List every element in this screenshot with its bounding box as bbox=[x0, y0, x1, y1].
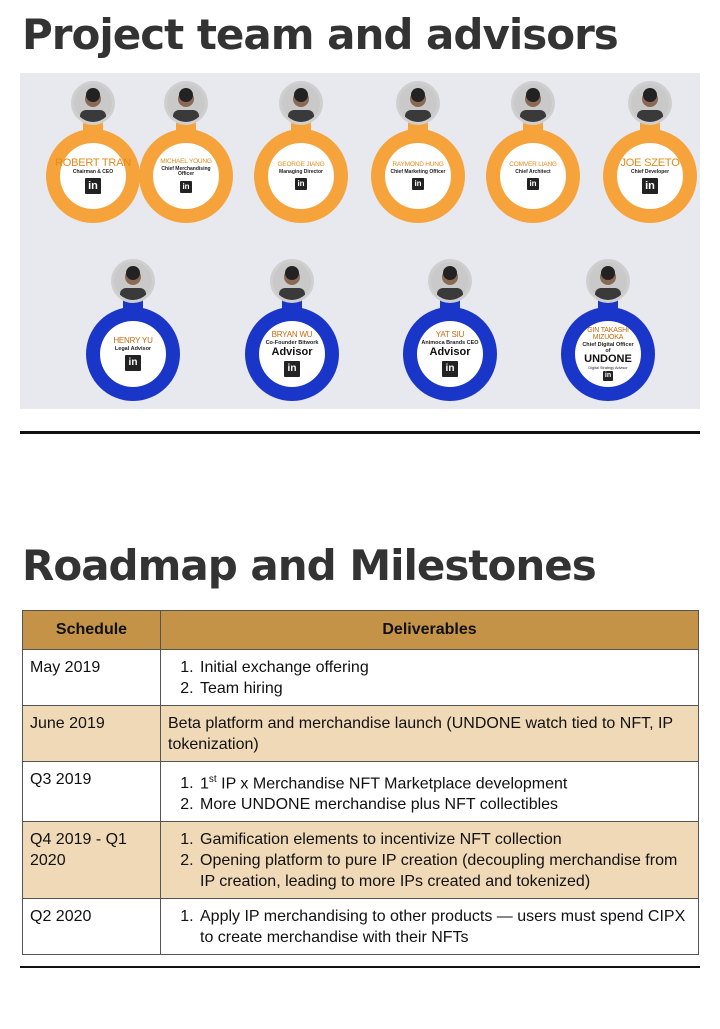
team-member-card bbox=[371, 81, 465, 231]
member-name: COMVER LIANG bbox=[509, 161, 557, 168]
deliverable-item: 2. Opening platform to pure IP creation (decoupling merchandise from IP creation, leading to more IPs created and tokenized) bbox=[198, 850, 692, 892]
linkedin-icon[interactable]: in bbox=[442, 361, 458, 377]
linkedin-icon[interactable]: in bbox=[125, 355, 141, 371]
member-role: Chief Developer bbox=[630, 168, 670, 175]
member-role: Chairman & CEO bbox=[72, 168, 114, 175]
deliverable-item: 1. Apply IP merchandising to other products — users must spend CIPX to create merchandise with their NFTs bbox=[198, 906, 692, 948]
avatar bbox=[511, 81, 555, 125]
schedule-header: Schedule bbox=[23, 611, 161, 650]
member-role: Chief Merchandising Officer bbox=[161, 165, 211, 178]
member-role: Chief Marketing Officer bbox=[390, 168, 446, 175]
member-name: ROBERT TRAN bbox=[54, 156, 132, 169]
member-name: MICHAEL YOUNG bbox=[160, 158, 212, 166]
avatar bbox=[111, 259, 155, 303]
advisor-name: BRYAN WU bbox=[271, 330, 313, 340]
linkedin-icon[interactable]: in bbox=[284, 361, 300, 377]
avatar bbox=[396, 81, 440, 125]
avatar bbox=[279, 81, 323, 125]
avatar bbox=[586, 259, 630, 303]
advisor-role: Co-Founder Bitwork bbox=[265, 340, 319, 347]
schedule-cell: June 2019 bbox=[23, 706, 161, 762]
advisor-role: Chief Digital Officer of bbox=[582, 341, 634, 354]
team-section-title: Project team and advisors bbox=[22, 10, 618, 59]
advisor-card bbox=[86, 259, 180, 409]
linkedin-icon[interactable]: in bbox=[180, 181, 192, 193]
table-row bbox=[23, 899, 699, 955]
deliverables-cell bbox=[161, 899, 699, 955]
table-row bbox=[23, 762, 699, 822]
linkedin-icon[interactable]: in bbox=[642, 178, 658, 194]
advisor-role: Legal Advisor bbox=[114, 345, 152, 352]
deliverable-item: 1. Initial exchange offering bbox=[198, 657, 692, 678]
member-name: RAYMOND HUNG bbox=[392, 161, 444, 168]
roadmap-table bbox=[22, 610, 699, 955]
ordinal-number: 1 bbox=[200, 775, 209, 793]
team-member-card bbox=[254, 81, 348, 231]
avatar bbox=[628, 81, 672, 125]
avatar bbox=[164, 81, 208, 125]
avatar bbox=[71, 81, 115, 125]
advisor-name: HENRY YU bbox=[113, 335, 153, 345]
member-name: GEORGE JIANG bbox=[277, 161, 325, 168]
deliverables-cell bbox=[161, 762, 699, 822]
deliverable-item: 2. More UNDONE merchandise plus NFT collectibles bbox=[198, 794, 692, 815]
member-name: JOE SZETO bbox=[620, 156, 680, 169]
ordinal-suffix: st bbox=[208, 774, 217, 785]
table-row bbox=[23, 650, 699, 706]
section-divider bbox=[20, 966, 700, 968]
avatar bbox=[270, 259, 314, 303]
linkedin-icon[interactable]: in bbox=[604, 372, 612, 380]
schedule-cell: Q2 2020 bbox=[23, 899, 161, 955]
team-graphic bbox=[20, 73, 700, 409]
schedule-cell: Q4 2019 - Q1 2020 bbox=[23, 822, 161, 899]
advisor-card bbox=[561, 259, 655, 409]
avatar bbox=[428, 259, 472, 303]
advisor-subrole: Digital Strategy Advisor bbox=[588, 365, 628, 370]
deliverables-cell: Beta platform and merchandise launch (UNDONE watch tied to NFT, IP tokenization) bbox=[161, 706, 699, 762]
linkedin-icon[interactable]: in bbox=[412, 178, 424, 190]
schedule-cell: May 2019 bbox=[23, 650, 161, 706]
team-member-card bbox=[46, 81, 140, 231]
advisor-role: Animoca Brands CEO bbox=[421, 340, 479, 347]
deliverable-item bbox=[198, 769, 692, 794]
deliverables-cell bbox=[161, 650, 699, 706]
deliverable-item: 2. Team hiring bbox=[198, 678, 692, 699]
advisor-name: GIN TAKASHI MIZUOKA bbox=[587, 326, 629, 341]
deliverable-text: IP x Merchandise NFT Marketplace development bbox=[221, 775, 568, 793]
deliverables-cell bbox=[161, 822, 699, 899]
member-role: Managing Director bbox=[279, 168, 323, 175]
team-member-card bbox=[139, 81, 233, 231]
linkedin-icon[interactable]: in bbox=[527, 178, 539, 190]
schedule-cell: Q3 2019 bbox=[23, 762, 161, 822]
linkedin-icon[interactable]: in bbox=[85, 178, 101, 194]
table-header-row bbox=[23, 611, 699, 650]
table-row bbox=[23, 706, 699, 762]
advisor-card bbox=[403, 259, 497, 409]
section-divider bbox=[20, 431, 700, 434]
linkedin-icon[interactable]: in bbox=[295, 178, 307, 190]
table-row bbox=[23, 822, 699, 899]
deliverable-item: 1. Gamification elements to incentivize NFT collection bbox=[198, 829, 692, 850]
team-member-card bbox=[486, 81, 580, 231]
roadmap-section-title: Roadmap and Milestones bbox=[22, 541, 596, 590]
advisor-tag: Advisor bbox=[429, 345, 471, 358]
deliverables-header: Deliverables bbox=[161, 611, 699, 650]
advisor-name: YAT SIU bbox=[435, 330, 465, 340]
advisor-tag: Advisor bbox=[271, 345, 313, 358]
team-member-card bbox=[603, 81, 697, 231]
member-role: Chief Architect bbox=[515, 168, 551, 175]
advisor-card bbox=[245, 259, 339, 409]
advisor-tag: UNDONE bbox=[584, 352, 632, 365]
